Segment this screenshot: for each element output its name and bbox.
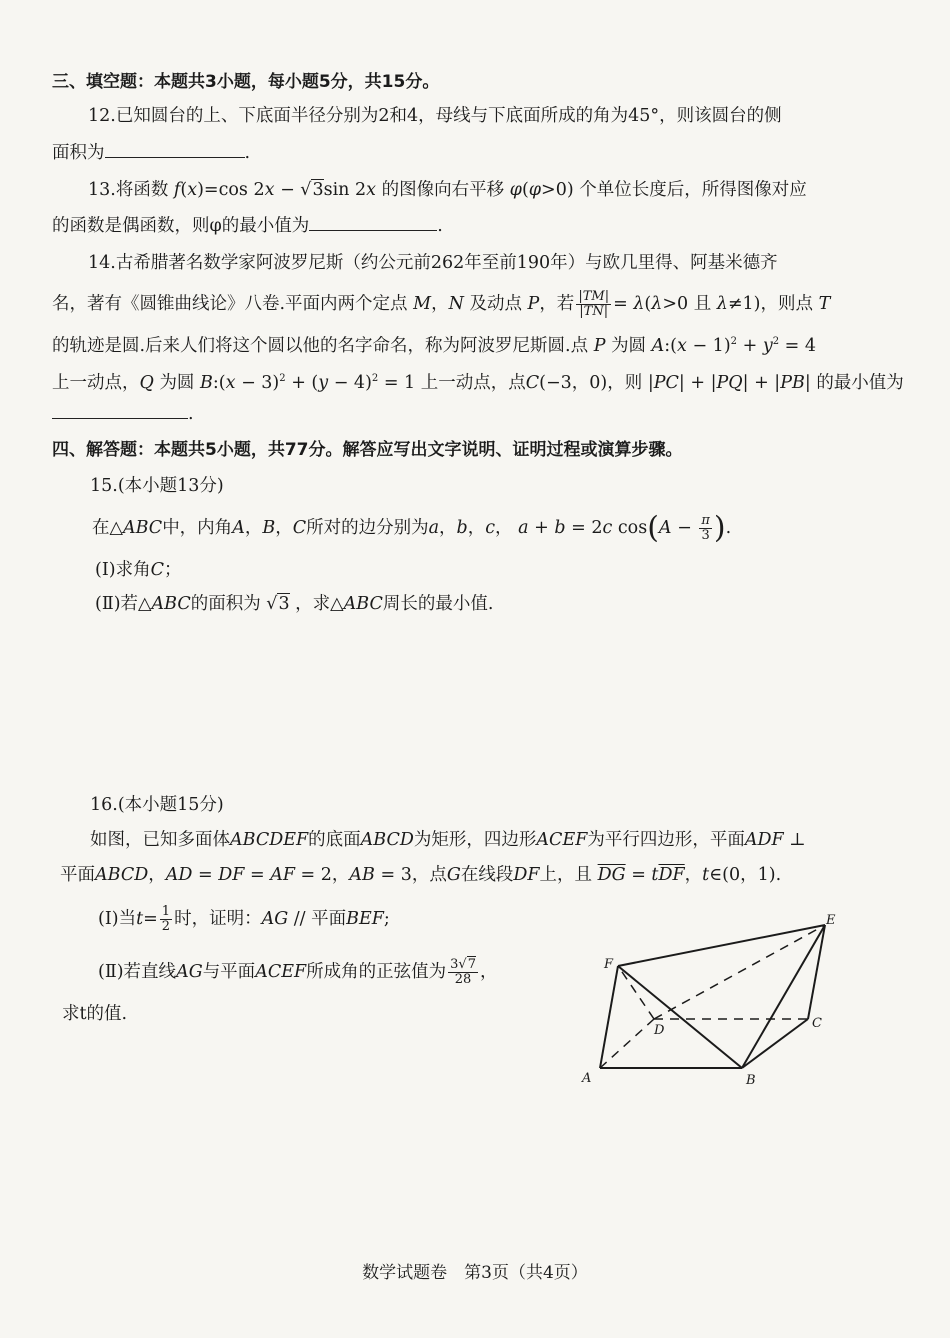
label-f: F [604, 957, 614, 972]
edge-de-hidden [654, 925, 825, 1019]
answer-blank [309, 214, 437, 231]
page-footer: 数学试题卷 第3页（共4页） [362, 1263, 588, 1283]
edge-df-hidden [618, 966, 654, 1019]
label-e: E [826, 913, 836, 928]
section-4-title: 四、解答题：本题共5小题，共77分。解答应写出文字说明、证明过程或演算步骤。 [52, 440, 683, 460]
q16-part1: (Ⅰ)当t= $\frac{1}{2}$ 时，证明：AG // 平面BEF; [98, 904, 390, 934]
q15-stem: 在△ABC中，内角A，B，C所对的边分别为a，b，c， a + b = 2c cos(A − $\frac{\pi}{3}$ ). [92, 510, 732, 546]
q13-line1: 13.将函数 f(x)=cos 2x − √3sin 2x 的图像向右平移 φ(φ>0) 个单位长度后，所得图像对应 [88, 180, 807, 200]
edge-fe [618, 925, 825, 966]
answer-blank [52, 402, 188, 419]
q16-part2: (Ⅱ)若直线AG与平面ACEF所成角的正弦值为 $\frac{3√7}{28}$ ， [98, 957, 498, 987]
edge-fb [618, 966, 742, 1068]
edge-fa [600, 966, 618, 1068]
label-d: D [654, 1023, 665, 1038]
q12-line1: 12.已知圆台的上、下底面半径分别为2和4，母线与下底面所成的角为45°，则该圆台的侧 [88, 106, 782, 126]
q16-head: 16.(本小题15分) [90, 795, 224, 815]
q13-line2: 的函数是偶函数，则φ的最小值为 . [52, 216, 443, 236]
q16-line1: 如图，已知多面体ABCDEF的底面ABCD为矩形，四边形ACEF为平行四边形，平面ADF ⊥ [90, 830, 806, 850]
section-3-title: 三、填空题：本题共3小题，每小题5分，共15分。 [52, 72, 440, 92]
edge-bc [742, 1019, 808, 1068]
q15-part1: (Ⅰ)求角C； [95, 560, 182, 580]
label-c: C [812, 1016, 822, 1031]
q15-head: 15.(本小题13分) [90, 476, 224, 496]
q14-line2: 名，著有《圆锥曲线论》八卷.平面内两个定点 M，N 及动点 P，若 $\frac{|TM|}{|TN|}$ = λ(λ>0 且 λ≠1)，则点 T [52, 289, 831, 319]
answer-blank [105, 141, 245, 158]
q12-line2: 面积为 . [52, 143, 251, 163]
q16-line2: 平面ABCD，AD = DF = AF = 2，AB = 3，点G在线段DF上，且 $\overline{DG} = t\overline{DF}$，t∈(0，1). [60, 865, 782, 885]
label-a: A [582, 1071, 592, 1086]
polyhedron-figure [570, 900, 845, 1100]
q16-part3: 求t的值. [62, 1004, 128, 1024]
q14-line4: 上一动点，Q 为圆 B:(x − $3)^2 + (y - 4)^2 = 1$ 上一动点，点C(−3，0)，则 |PC| + |PQ| + |PB| 的最小值为 [52, 372, 904, 393]
q14-line3: 的轨迹是圆.后来人们将这个圆以他的名字命名，称为阿波罗尼斯圆.点 P 为圆 A:(x − $1)^2 + y^2 = 4$ [52, 335, 817, 356]
label-b: B [746, 1073, 756, 1088]
q14-line5: . [52, 402, 194, 426]
q15-part2: (Ⅱ)若△ABC的面积为 √3 ，求△ABC周长的最小值. [95, 594, 494, 614]
q14-line1: 14.古希腊著名数学家阿波罗尼斯（约公元前262年至前190年）与欧几里得、阿基米德齐 [88, 253, 778, 273]
